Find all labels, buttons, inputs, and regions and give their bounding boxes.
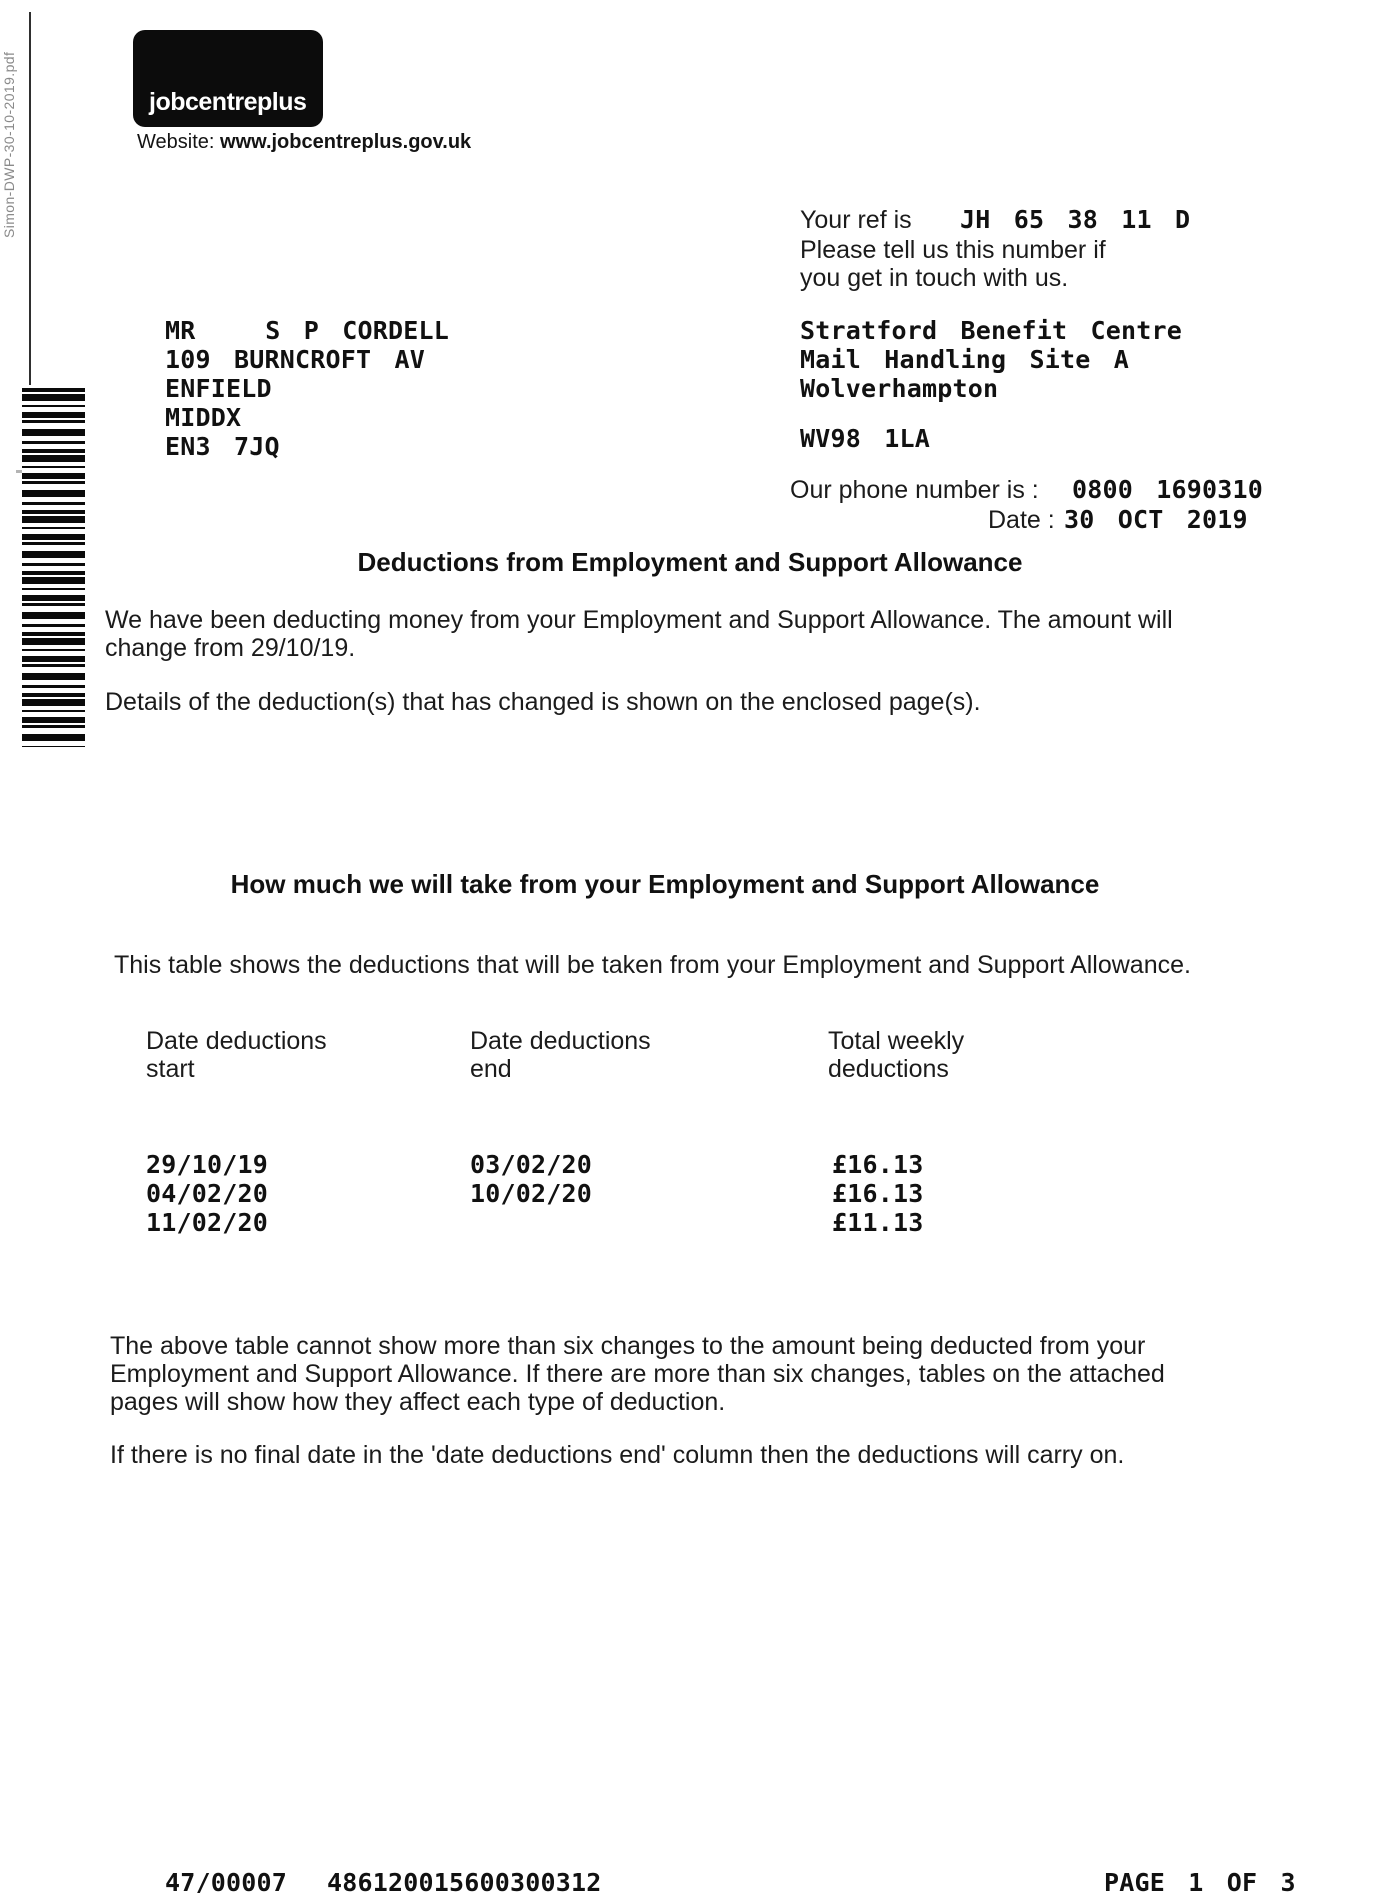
recipient-line: EN3 7JQ [165,432,280,461]
website-url: www.jobcentreplus.gov.uk [220,131,472,153]
date-value: 30 OCT 2019 [1064,505,1248,534]
office-line: Stratford Benefit Centre [800,316,1183,345]
column-header-text: end [470,1055,512,1083]
column-header-text: Date deductions [470,1027,651,1055]
footer-doc-number: 47/00007 [165,1868,288,1893]
recipient-line: 109 BURNCROFT AV [165,345,426,374]
paragraph-1-line2: change from 29/10/19. [105,634,356,662]
footer-barcode-number: 486120015600300312 [327,1868,602,1893]
table-cell: 03/02/20 [470,1150,593,1179]
office-address [800,316,1182,403]
table-cell: £16.13 [832,1179,924,1208]
your-ref-label: Your ref is [800,206,912,234]
paragraph-3-line1: The above table cannot show more than six changes to the amount being deducted from your [110,1332,1146,1360]
letter-title: Deductions from Employment and Support Allowance [357,547,1023,577]
recipient-line: MR S P CORDELL [165,316,450,345]
column-header-start [146,1027,327,1083]
paragraph-3-line3: pages will show how they affect each type of deduction. [110,1388,726,1416]
website-line [137,131,471,154]
table-cell: 29/10/19 [146,1150,269,1179]
column-header-text: Date deductions [146,1027,327,1055]
file-name-label: Simon-DWP-30-10-2019.pdf [1,51,17,238]
left-margin-line [29,12,31,385]
website-label: Website: [137,131,215,153]
office-postcode: WV98 1LA [800,424,931,453]
recipient-line: MIDDX [165,403,242,432]
ref-note-line1: Please tell us this number if [800,236,1106,264]
column-header-text: start [146,1055,195,1083]
paragraph-3-line2: Employment and Support Allowance. If there are more than six changes, tables on the attached [110,1360,1165,1388]
section-heading: How much we will take from your Employment and Support Allowance [230,869,1100,899]
date-label: Date : [988,506,1055,534]
table-cell: £11.13 [832,1208,924,1237]
column-header-end [470,1027,651,1083]
phone-label: Our phone number is : [790,476,1039,504]
office-line: Wolverhampton [800,374,999,403]
phone-value: 0800 1690310 [1072,475,1264,504]
table-cell: 11/02/20 [146,1208,269,1237]
your-ref-value: JH 65 38 11 D [960,205,1191,234]
column-header-total [828,1027,964,1083]
table-intro: This table shows the deductions that will be taken from your Employment and Support Allowance. [114,951,1191,979]
table-cell: £16.13 [832,1150,924,1179]
recipient-address [165,316,449,461]
footer-page-label: PAGE 1 OF 3 [1104,1868,1296,1893]
column-header-text: deductions [828,1055,949,1083]
paragraph-4: If there is no final date in the 'date deductions end' column then the deductions will carry on. [110,1441,1125,1469]
paragraph-2: Details of the deduction(s) that has changed is shown on the enclosed page(s). [105,688,981,716]
table-cell: 04/02/20 [146,1179,269,1208]
recipient-line: ENFIELD [165,374,272,403]
logo-text: jobcentreplus [149,88,307,116]
office-line: Mail Handling Site A [800,345,1130,374]
jobcentreplus-logo [133,30,323,127]
column-header-text: Total weekly [828,1027,965,1055]
ref-note-line2: you get in touch with us. [800,264,1069,292]
table-cell: 10/02/20 [470,1179,593,1208]
paragraph-1-line1: We have been deducting money from your Employment and Support Allowance. The amount will [105,606,1173,634]
